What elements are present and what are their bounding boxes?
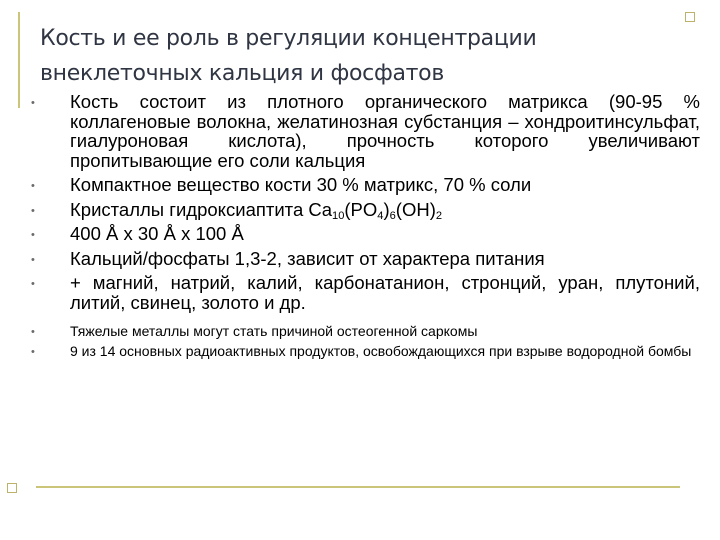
list-item [28, 249, 700, 269]
list-item-formula [28, 200, 700, 220]
formula-part: (OH) [395, 198, 436, 220]
item-text: 400 Å x 30 Å x 100 Å [70, 223, 244, 244]
item-text: 9 из 14 основных радиоактивных продуктов, освобождающихся при взрыве водородной бомбы [70, 343, 692, 359]
bullet-icon: • [31, 97, 35, 109]
formula-prefix: Кристаллы гидроксиаптита Ca [70, 198, 333, 220]
bullet-icon: • [31, 180, 35, 192]
bullet-list [28, 92, 700, 363]
bullet-icon: • [31, 253, 35, 266]
item-text: Компактное вещество кости 30 % матрикс, 70 % соли [70, 174, 532, 195]
title-line-1: Кость и ее роль в регуляции концентрации [40, 26, 537, 51]
formula-part: ) [383, 198, 390, 220]
bullet-icon: • [31, 278, 35, 290]
slide-title [40, 21, 700, 91]
list-item-small [28, 323, 700, 339]
item-text: Кальций/фосфаты 1,3-2, зависит от характера питания [70, 247, 545, 269]
formula-part: (PO [344, 198, 378, 220]
bottom-accent-line [36, 486, 680, 488]
list-item [28, 175, 700, 195]
list-item [28, 273, 700, 312]
list-item [28, 92, 700, 170]
bullet-icon: • [31, 346, 35, 358]
list-item-small [28, 343, 700, 359]
formula-sub: 2 [435, 209, 443, 222]
formula-sub: 4 [377, 209, 384, 222]
left-accent-line [18, 12, 20, 108]
formula-sub: 10 [332, 209, 345, 222]
bullet-icon: • [31, 326, 35, 338]
corner-square-bottom-left [7, 483, 17, 493]
item-text: + магний, натрий, калий, карбонатанион, стронций, уран, плутоний, литий, свинец, золото и др. [70, 272, 700, 313]
bullet-icon: • [31, 229, 35, 241]
bullet-icon: • [31, 204, 35, 217]
title-line-2: внеклеточных кальция и фосфатов [40, 61, 444, 86]
formula-sub: 6 [389, 209, 396, 222]
item-text: Кость состоит из плотного органического матрикса (90-95 % коллагеновые волокна, желатинозная субстанция – хондроитинсульфат, гиалуроновая кислота), прочность которого увеличивают пропитывающие его соли кальция [70, 91, 700, 171]
item-text: Тяжелые металлы могут стать причиной остеогенной саркомы [70, 323, 478, 339]
list-item [28, 224, 700, 244]
